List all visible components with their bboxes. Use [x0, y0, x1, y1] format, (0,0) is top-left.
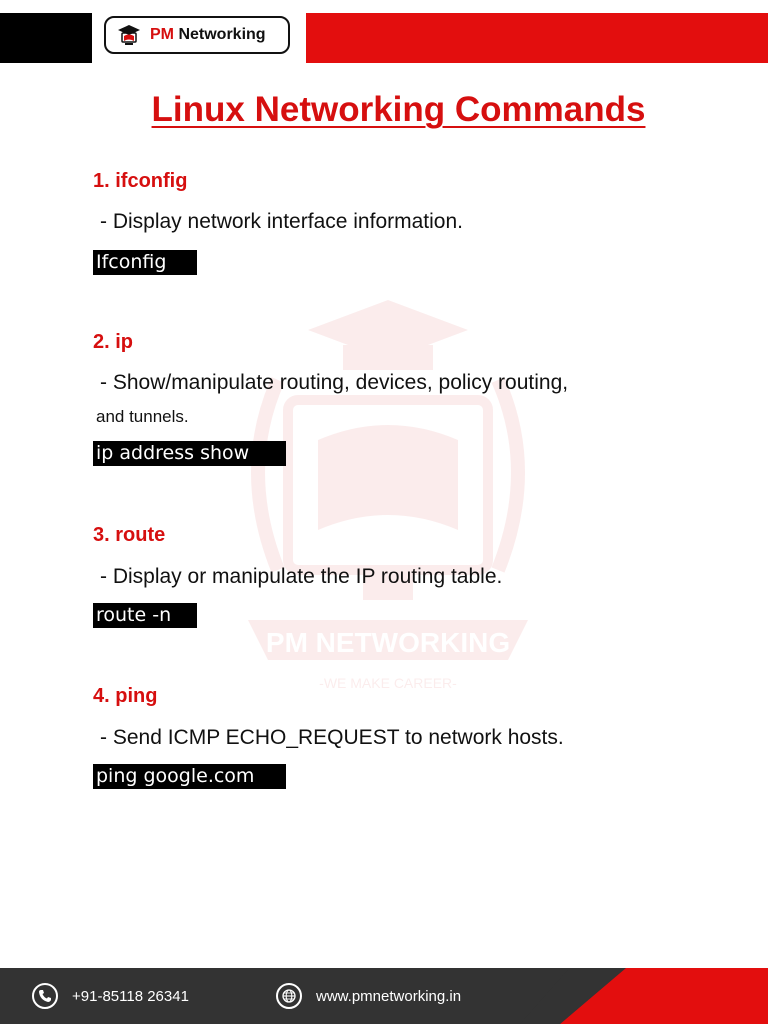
- website-url: www.pmnetworking.in: [316, 987, 462, 1005]
- watermark-logo: [218, 290, 558, 700]
- command-ifconfig: Ifconfig: [93, 250, 197, 275]
- command-ping: ping google.com: [93, 764, 286, 789]
- phone-number: +91-85118 26341: [72, 987, 189, 1005]
- brand-highlight: PM: [150, 26, 174, 43]
- footer-website[interactable]: [276, 983, 461, 1009]
- watermark-tagline: -WE MAKE CAREER-: [319, 675, 457, 691]
- section-heading-ping: 4. ping: [93, 685, 158, 707]
- page-title: Linux Networking Commands: [151, 90, 646, 129]
- command-route: route -n: [93, 603, 197, 628]
- graduation-book-icon: [116, 22, 142, 48]
- section-heading-route: 3. route: [93, 524, 166, 546]
- brand-rest: Networking: [174, 26, 266, 43]
- section-description-ip: - Show/manipulate routing, devices, policy routing,: [100, 371, 569, 394]
- brand-logo[interactable]: [104, 16, 290, 54]
- section-description-ifconfig: - Display network interface information.: [100, 210, 463, 233]
- header-black-bar: [0, 13, 92, 63]
- section-description-route: - Display or manipulate the IP routing table.: [100, 565, 503, 588]
- globe-icon: [276, 983, 302, 1009]
- watermark-brand: PM NETWORKING: [265, 627, 511, 658]
- phone-icon: [32, 983, 58, 1009]
- header-red-bar: [306, 13, 768, 63]
- footer: [0, 968, 768, 1024]
- command-ip: ip address show: [93, 441, 286, 466]
- section-heading-ip: 2. ip: [93, 331, 134, 353]
- section-description-ip-continued: and tunnels.: [96, 407, 189, 426]
- section-description-ping: - Send ICMP ECHO_REQUEST to network hosts.: [100, 726, 564, 749]
- brand-name: [150, 26, 266, 44]
- footer-phone[interactable]: [32, 983, 189, 1009]
- section-heading-ifconfig: 1. ifconfig: [93, 170, 188, 192]
